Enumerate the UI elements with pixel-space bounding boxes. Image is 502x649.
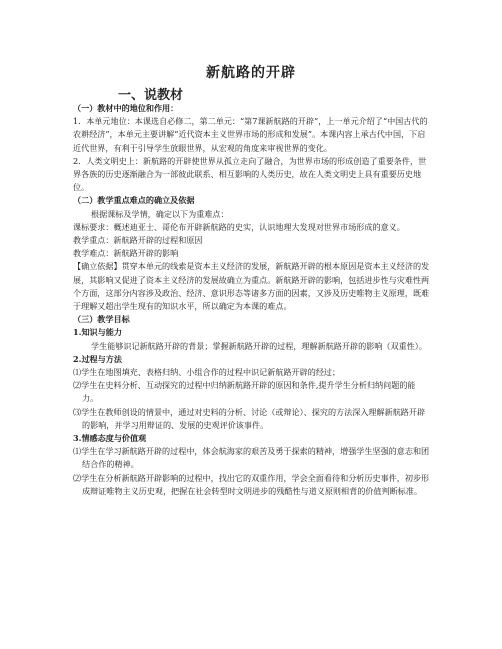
subheading: （二）教学重点难点的确立及依据 bbox=[73, 195, 195, 206]
paragraph: ⑶学生在教师创设的情景中，通过对史料的分析、讨论（或辩论）、探究的方法深入理解新航路开辟的影响，并学习用辩证的、发展的史观评价该事件。 bbox=[73, 406, 426, 430]
subheading: （一）教材中的地位和作用： bbox=[73, 103, 179, 113]
subheading: 3.情感态度与价值观 bbox=[73, 433, 147, 444]
paragraph: 学生能够识记新航路开辟的背景；掌握新航路开辟的过程，理解新航路开辟的影响（双重性）。 bbox=[91, 340, 427, 351]
subheading: 2.过程与方法 bbox=[73, 353, 122, 364]
paragraph: 【确立依据】贯穿本单元的线索是资本主义经济的发展，新航路开辟的根本原因是资本主义经济的发展，其影响又促进了资本主义经济的发展故确立为重点。新航路开辟的影响，包括进步性与灾难性两个方面，这部分内容涉及政治、经济、意识形态等诸多方面的因素，又涉及历史唯物主义原理，既难于理解又超出学生现有的知识水平，所以确定为本课的难点。 bbox=[73, 261, 430, 312]
document-body bbox=[73, 102, 431, 498]
paragraph: 1．本单元地位：本课选自必修二，第二单元：“第7课新航路的开辟”，上一单元介绍了“中国古代的农耕经济”，本单元主要讲解“近代资本主义世界市场的形成和发展”。本课内容上承古代中国，下启近代世界，有利于引导学生放眼世界，从宏观的角度来审视世界的变化。 bbox=[73, 116, 428, 153]
paragraph: ⑴学生在地图填充、表格归纳、小组合作的过程中识记新航路开辟的经过； bbox=[73, 367, 341, 378]
paragraph: 根据课标及学情，确定以下为重难点： bbox=[91, 208, 229, 219]
paragraph: ⑴学生在学习新航路开辟的过程中，体会航海家的艰苦及勇于探索的精神，增强学生坚强的意志和团结合作的精神。 bbox=[73, 446, 430, 470]
section-heading-1: 一、说教材 bbox=[118, 88, 184, 103]
subheading: （三）教学目标 bbox=[73, 314, 130, 325]
paragraph: 教学重点：新航路开辟的过程和原因 bbox=[73, 235, 203, 246]
paragraph: ⑵学生在分析新航路开辟影响的过程中，找出它的双重作用，学会全面看待和分析历史事件，初步形成辩证唯物主义历史观，把握在社会转型时文明进步的残酷性与道义原则相背的价值判断标准。 bbox=[73, 472, 430, 496]
paragraph: 2．人类文明史上：新航路的开辟使世界从孤立走向了融合，为世界市场的形成创造了重要条件，世界各族的历史逐渐融合为一部彼此联系、相互影响的人类历史，故在人类文明史上具有重要历史地位。 bbox=[73, 155, 427, 193]
subheading: 1.知识与能力 bbox=[73, 327, 122, 338]
paragraph: ⑵学生在史料分析、互动探究的过程中归纳新航路开辟的原因和条件,提升学生分析归纳问题的能力。 bbox=[73, 380, 416, 404]
paragraph: 教学难点：新航路开辟的影响 bbox=[73, 248, 179, 259]
document-title: 新航路的开辟 bbox=[206, 65, 296, 81]
paragraph: 课标要求：概述迪亚士、哥伦布开辟新航路的史实，认识地理大发现对世界市场形成的意义。 bbox=[73, 221, 405, 232]
